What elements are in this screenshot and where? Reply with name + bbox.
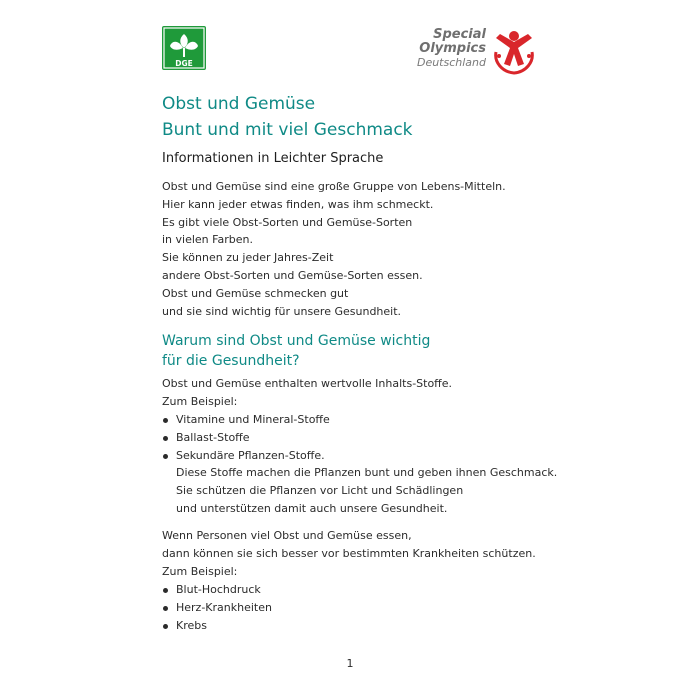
info-heading: Informationen in Leichter Sprache: [162, 151, 384, 166]
text-line: Wenn Personen viel Obst und Gemüse essen,: [162, 529, 412, 542]
text-line: Zum Beispiel:: [162, 564, 238, 578]
list-item: Krebs: [162, 617, 272, 635]
list-item: Vitamine und Mineral-Stoffe: [162, 411, 557, 429]
list-item: Ballast-Stoffe: [162, 429, 557, 447]
page-number: 1: [346, 657, 354, 670]
text-line: Sie können zu jeder Jahres-Zeit: [162, 251, 334, 265]
section-intro: [162, 375, 452, 411]
text-line: Zum Beispiel:: [162, 394, 238, 408]
page-title: Obst und Gemüse: [162, 94, 316, 114]
text-line: Hier kann jeder etwas finden, was ihm schmeckt.: [162, 197, 434, 211]
ingredients-list: [162, 411, 557, 518]
special-olympics-wordmark: Special Olympics Deutschland: [416, 27, 486, 69]
intro-paragraph: [162, 178, 506, 320]
text-line: und sie sind wichtig für unsere Gesundheit.: [162, 304, 402, 318]
text-line: Obst und Gemüse enthalten wertvolle Inhalts-Stoffe.: [162, 377, 453, 390]
text-line: andere Obst-Sorten und Gemüse-Sorten essen.: [162, 268, 423, 282]
text-line: Es gibt viele Obst-Sorten und Gemüse-Sorten: [162, 215, 413, 229]
text-line: in vielen Farben.: [162, 233, 253, 247]
page-subtitle: Bunt und mit viel Geschmack: [162, 120, 413, 140]
diseases-list: [162, 581, 272, 634]
plant-icon: [162, 26, 206, 70]
section-heading: Warum sind Obst und Gemüse wichtig für die Gesundheit?: [162, 333, 431, 369]
text-line: Obst und Gemüse sind eine große Gruppe von Lebens-Mitteln.: [162, 180, 506, 193]
special-olympics-logo: [408, 26, 538, 78]
diseases-paragraph: [162, 527, 536, 580]
list-item: Sekundäre Pflanzen-Stoffe. Diese Stoffe machen die Pflanzen bunt und geben ihnen Geschmack. Sie schützen die Pflanzen vor Licht und Schädlingen und unterstützen damit auch unsere Gesundheit.: [162, 447, 557, 518]
dge-logo-text: DGE: [175, 59, 193, 68]
special-olympics-figure-icon: [490, 26, 538, 76]
list-item: Blut-Hochdruck: [162, 581, 272, 599]
list-item: Herz-Krankheiten: [162, 599, 272, 617]
text-line: dann können sie sich besser vor bestimmten Krankheiten schützen.: [162, 546, 536, 560]
text-line: Obst und Gemüse schmecken gut: [162, 286, 349, 300]
dge-logo: [162, 26, 206, 70]
